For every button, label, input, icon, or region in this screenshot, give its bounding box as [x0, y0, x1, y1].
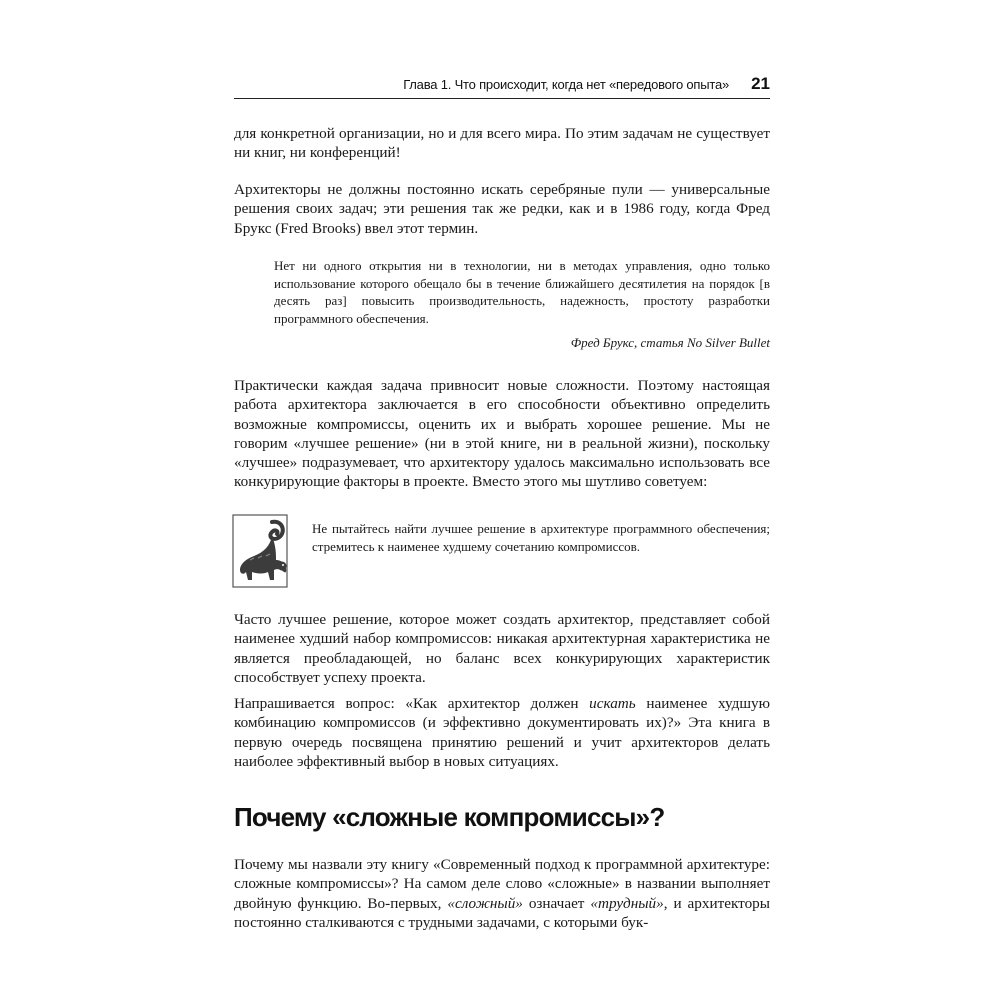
paragraph-2: Архитекторы не должны постоянно искать серебряные пули — универсальные решения своих задач; эти решения так же редки, как и в 1986 году, когда Фред Брукс (Fred Brooks) ввел этот термин. — [234, 181, 770, 237]
paragraph-5-end: наименее худшую комбинацию компромиссов (и эффективно документировать их)?» Эта книга в первую очередь посвящена принятию решений и учит архитекторов делать наиболее эффективный выбор в новых ситуациях. — [234, 695, 770, 770]
paragraph-5-emphasis: искать — [589, 695, 636, 712]
paragraph-6-middle: означает — [522, 894, 591, 912]
paragraph-3: Практически каждая задача привносит новые сложности. Поэтому настоящая работа архитектора заключается в его способности объективно определить возможные компромиссы, оценить их и выбрать хорошее решение. Мы не говорим «лучшее решение» (ни в этой книге, ни в реальной жизни), поскольку «лучшее» подразумевает, что архитектору удалось максимально использовать все конкурирующие факторы в проекте. Вместо этого мы шутливо советуем: — [234, 377, 770, 491]
paragraph-5 — [234, 694, 770, 771]
attribution-author: Фред Брукс, статья — [570, 335, 687, 350]
paragraph-6-emphasis-1: «сложный» — [447, 894, 523, 912]
paragraph-4: Часто лучшее решение, которое может создать архитектор, представляет собой наименее худший набор компромиссов: никакая архитектурная характеристика не является преобладающей, но баланс всех конкурирующих характеристик способствует успеху проекта. — [234, 611, 770, 686]
paragraph-6-emphasis-2: «трудный» — [590, 894, 664, 912]
paragraph-6 — [234, 855, 770, 932]
chapter-title: Глава 1. Что происходит, когда нет «передового опыта» — [403, 76, 730, 92]
quote-attribution — [274, 335, 770, 351]
attribution-title: No Silver Bullet — [686, 335, 770, 350]
paragraph-1: для конкретной организации, но и для всего мира. По этим задачам не существует ни книг, ни конференций! — [234, 125, 770, 162]
block-quote: Нет ни одного открытия ни в технологии, ни в методах управления, одно только использование которого обещало бы в течение ближайшего десятилетия на порядок [в десять раз] повысить производительность, надежность, простоту разработки программного обеспечения. — [274, 258, 770, 326]
tip-text: Не пытайтесь найти лучшее решение в архитектуре программного обеспечения; стремитесь к наименее худшему сочетанию компромиссов. — [312, 521, 770, 554]
paragraph-6-start: Почему мы назвали эту книгу «Современный подход к программной архитектуре: сложные компромиссы»? На самом деле слово «сложные» в названии выполняет двойную функцию. Во-первых, — [234, 856, 770, 912]
page-number: 21 — [751, 74, 770, 93]
paragraph-6-end: , и архитекторы постоянно сталкиваются с трудными задачами, с которыми бук- — [234, 894, 770, 931]
running-header — [234, 70, 770, 99]
lemur-icon — [232, 514, 288, 588]
paragraph-5-start: Напрашивается вопрос: «Как архитектор должен — [234, 695, 590, 712]
section-heading: Почему «сложные компромиссы»? — [234, 802, 665, 832]
